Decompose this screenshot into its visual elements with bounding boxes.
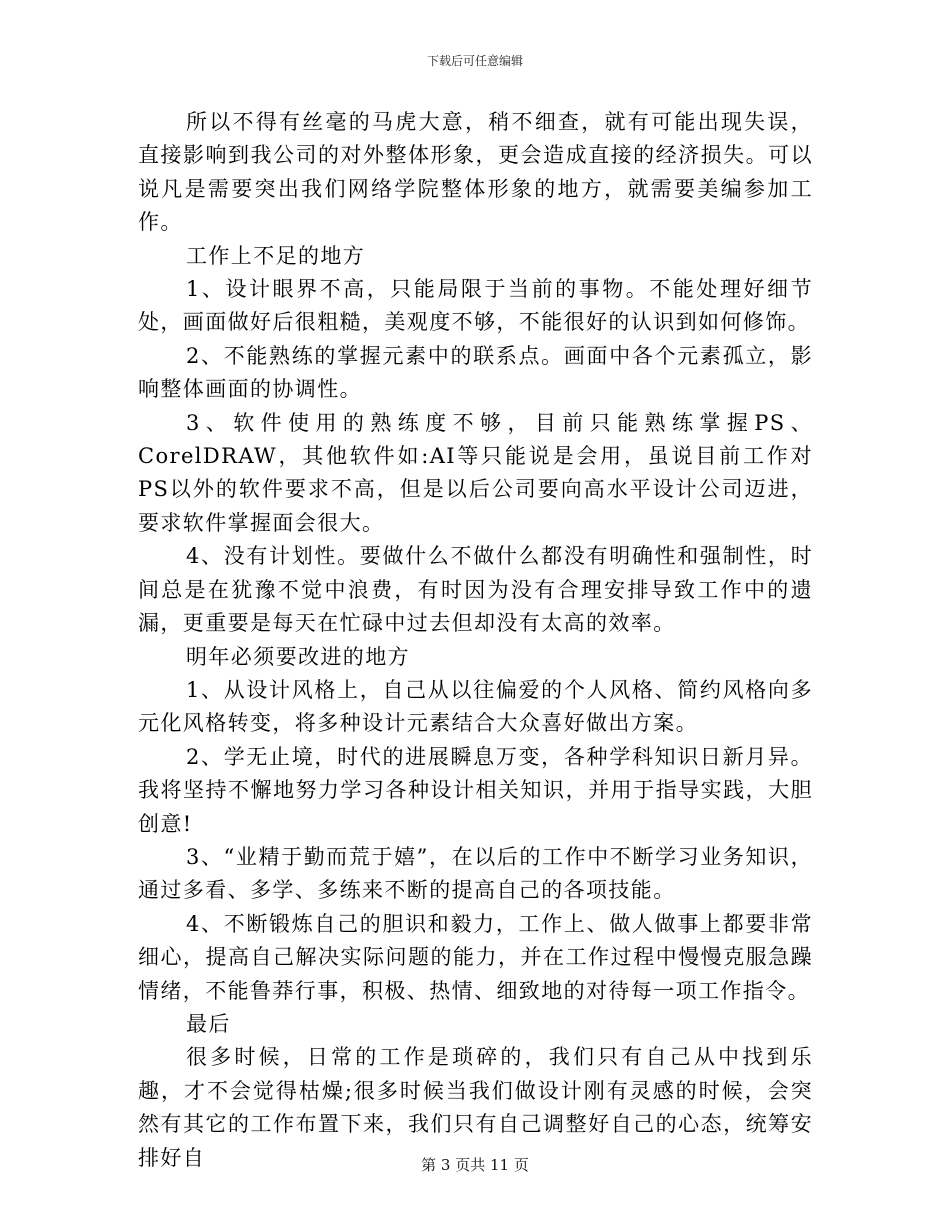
paragraph: 2、学无止境，时代的进展瞬息万变，各种学科知识日新月异。我将坚持不懈地努力学习各种设计相关知识，并用于指导实践，大胆创意! bbox=[138, 744, 813, 836]
paragraph: 3、软件使用的熟练度不够，目前只能熟练掌握PS、CorelDRAW，其他软件如:AI等只能说是会用，虽说目前工作对PS以外的软件要求不高，但是以后公司要向高水平设计公司迈进，要求软件掌握面会很大。 bbox=[138, 410, 813, 535]
document-body bbox=[138, 106, 813, 1175]
paragraph: 3、“业精于勤而荒于嬉”，在以后的工作中不断学习业务知识，通过多看、多学、多练来不断的提高自己的各项技能。 bbox=[138, 844, 813, 903]
paragraph: 2、不能熟练的掌握元素中的联系点。画面中各个元素孤立，影响整体画面的协调性。 bbox=[138, 343, 813, 402]
page-number: 第 3 页共 11 页 bbox=[421, 1156, 529, 1174]
section-heading: 工作上不足的地方 bbox=[186, 243, 366, 268]
paragraph: 很多时候，日常的工作是琐碎的，我们只有自己从中找到乐趣，才不会觉得枯燥;很多时候当我们做设计刚有灵感的时候，会突然有其它的工作布置下来，我们只有自己调整好自己的心态，统筹安排好自 bbox=[138, 1045, 813, 1170]
page-header-note: 下载后可任意编辑 bbox=[426, 54, 523, 68]
section-heading: 最后 bbox=[186, 1011, 231, 1036]
paragraph: 所以不得有丝毫的马虎大意，稍不细查，就有可能出现失误，直接影响到我公司的对外整体形象，更会造成直接的经济损失。可以说凡是需要突出我们网络学院整体形象的地方，就需要美编参加工作。 bbox=[138, 110, 813, 235]
paragraph: 4、没有计划性。要做什么不做什么都没有明确性和强制性，时间总是在犹豫不觉中浪费，有时因为没有合理安排导致工作中的遗漏，更重要是每天在忙碌中过去但却没有太高的效率。 bbox=[138, 544, 813, 636]
paragraph: 1、设计眼界不高，只能局限于当前的事物。不能处理好细节处，画面做好后很粗糙，美观度不够，不能很好的认识到如何修饰。 bbox=[138, 277, 813, 335]
section-heading: 明年必须要改进的地方 bbox=[186, 644, 410, 669]
paragraph: 1、从设计风格上，自己从以往偏爱的个人风格、简约风格向多元化风格转变，将多种设计元素结合大众喜好做出方案。 bbox=[138, 677, 813, 736]
paragraph: 4、不断锻炼自己的胆识和毅力，工作上、做人做事上都要非常细心，提高自己解决实际问题的能力，并在工作过程中慢慢克服急躁情绪，不能鲁莽行事，积极、热情、细致地的对待每一项工作指令。 bbox=[138, 911, 813, 1003]
